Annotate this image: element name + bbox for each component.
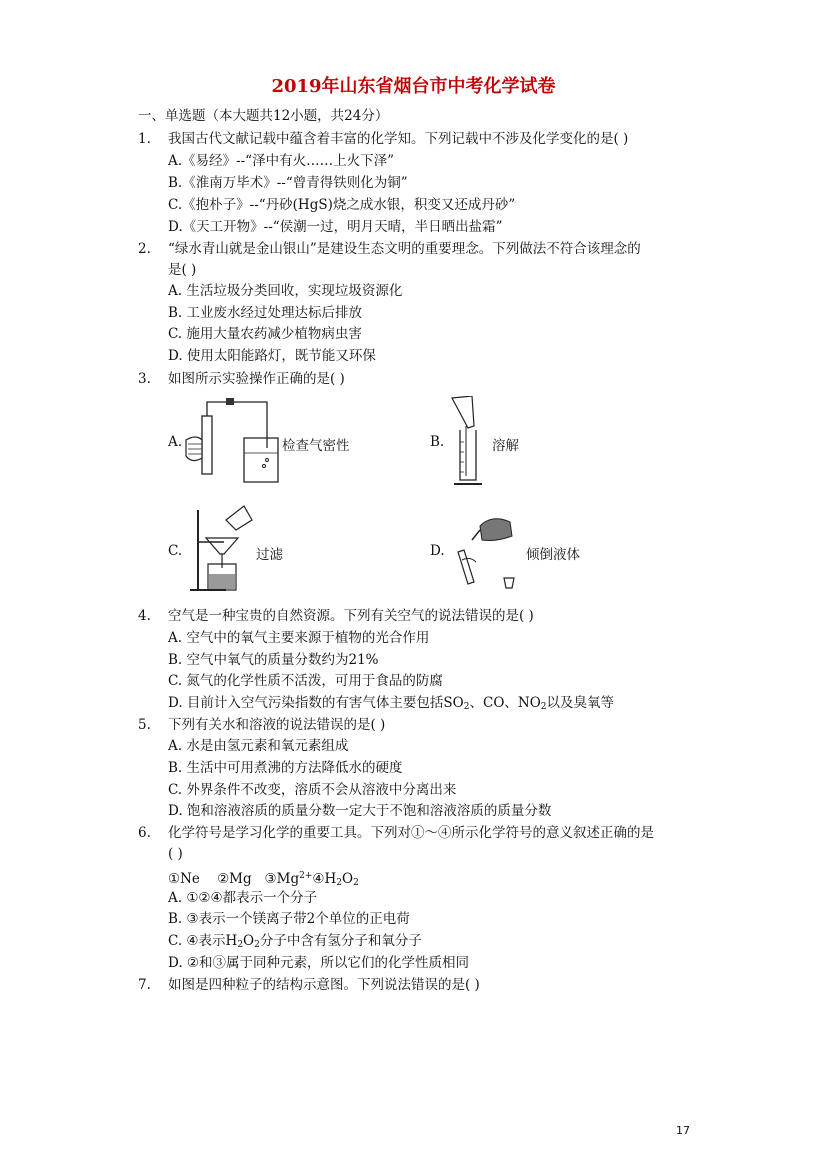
- q1-option-d: D.《天工开物》--“侯潮一过，明月天晴，半日晒出盐霜”: [168, 219, 503, 235]
- q6-number: 6.: [138, 825, 151, 841]
- q5-text: 下列有关水和溶液的说法错误的是( ): [168, 717, 386, 733]
- q7-number: 7.: [138, 977, 151, 993]
- q4-option-b: B. 空气中氧气的质量分数约为21%: [168, 652, 379, 668]
- q5-option-a: A. 水是由氢元素和氧元素组成: [168, 738, 349, 754]
- q6-option-a: A. ①②④都表示一个分子: [168, 890, 318, 906]
- q4-text: 空气是一种宝贵的自然资源。下列有关空气的说法错误的是( ): [168, 608, 534, 624]
- q6-option-c-o: O: [243, 933, 255, 949]
- q3-option-d-letter: D.: [430, 543, 445, 559]
- q4-option-a: A. 空气中的氧气主要来源于植物的光合作用: [168, 630, 430, 646]
- q6-symbol-3: ③Mg: [264, 871, 300, 887]
- q2-option-c: C. 施用大量农药减少植物病虫害: [168, 326, 362, 342]
- q6-option-c-part1: C. ④表示H: [168, 933, 238, 949]
- section-heading: 一、单选题（本大题共12小题，共24分）: [138, 108, 389, 124]
- q6-option-c-sub1: 2: [237, 940, 244, 950]
- q1-text: 我国古代文献记载中蕴含着丰富的化学知。下列记载中不涉及化学变化的是( ): [168, 131, 629, 147]
- q6-symbol-1: ①Ne: [168, 871, 200, 887]
- q6-option-c: [168, 932, 422, 954]
- q4-option-d: [168, 694, 614, 716]
- q4-option-c: C. 氮气的化学性质不活泼，可用于食品的防腐: [168, 673, 443, 689]
- q6-option-b: B. ③表示一个镁离子带2个单位的正电荷: [168, 911, 410, 927]
- q3-text: 如图所示实验操作正确的是( ): [168, 371, 345, 387]
- q3-option-b-label: 溶解: [492, 438, 519, 454]
- q6-option-d: D. ②和③属于同种元素，所以它们的化学性质相同: [168, 955, 470, 971]
- q5-number: 5.: [138, 717, 151, 733]
- q6-symbol-3-charge: 2+: [299, 871, 313, 881]
- q2-text-line2: 是( ): [168, 262, 197, 278]
- q5-option-b: B. 生活中可用煮沸的方法降低水的硬度: [168, 760, 403, 776]
- q6-symbol-4-sub2: 2: [353, 878, 359, 888]
- q4-number: 4.: [138, 608, 151, 624]
- q3-option-b-letter: B.: [430, 434, 445, 450]
- q3-option-a-label: 检查气密性: [282, 438, 350, 454]
- q4-option-d-sub2: 2: [540, 702, 547, 712]
- q1-option-a: A.《易经》--“泽中有火……上火下泽”: [168, 153, 394, 169]
- page-number: 17: [676, 1124, 690, 1137]
- q6-text-line2: ( ): [168, 846, 183, 862]
- q3-number: 3.: [138, 371, 151, 387]
- q6-option-c-part2: 分子中含有氢分子和氧分子: [259, 933, 422, 949]
- airtightness-check-figure: [182, 398, 282, 488]
- q6-symbol-4: ④H: [312, 871, 337, 887]
- q6-symbol-4-sub1: 2: [336, 878, 343, 888]
- q2-text-line1: “绿水青山就是金山银山”是建设生态文明的重要理念。下列做法不符合该理念的: [168, 241, 641, 257]
- q3-option-d-label: 倾倒液体: [526, 547, 580, 563]
- q2-number: 2.: [138, 241, 151, 257]
- q7-text: 如图是四种粒子的结构示意图。下列说法错误的是( ): [168, 977, 480, 993]
- q2-option-d: D. 使用太阳能路灯，既节能又环保: [168, 348, 376, 364]
- q4-option-d-part2: 、CO、NO: [469, 695, 541, 711]
- q4-option-d-sub1: 2: [463, 702, 470, 712]
- q2-option-a: A. 生活垃圾分类回收，实现垃圾资源化: [168, 283, 403, 299]
- q2-option-b: B. 工业废水经过处理达标后排放: [168, 305, 363, 321]
- q5-option-c: C. 外界条件不改变，溶质不会从溶液中分离出来: [168, 782, 457, 798]
- cylinder-dissolving-figure: [448, 396, 488, 488]
- q1-option-b: B.《淮南万毕术》--“曾青得铁则化为铜”: [168, 175, 408, 191]
- q6-option-c-sub2: 2: [254, 940, 260, 950]
- q6-symbol-2: ②Mg: [217, 871, 252, 887]
- q3-option-c-letter: C.: [168, 543, 183, 559]
- q1-option-c: C.《抱朴子》--“丹砂(HgS)烧之成水银，积变又还成丹砂”: [168, 197, 516, 213]
- exam-title: 2019年山东省烟台市中考化学试卷: [271, 76, 556, 97]
- pouring-liquid-figure: [450, 512, 520, 592]
- q5-option-d: D. 饱和溶液溶质的质量分数一定大于不饱和溶液溶质的质量分数: [168, 803, 552, 819]
- q3-option-c-label: 过滤: [256, 547, 283, 563]
- q6-text-line1: 化学符号是学习化学的重要工具。下列对①～④所示化学符号的意义叙述正确的是: [168, 825, 654, 841]
- q4-option-d-part3: 以及臭氧等: [546, 695, 614, 711]
- q1-number: 1.: [138, 131, 151, 147]
- q6-symbol-4-o: O: [342, 871, 354, 887]
- q3-option-a-letter: A.: [168, 434, 183, 450]
- filtration-figure: [186, 502, 256, 594]
- q4-option-d-part1: D. 目前计入空气污染指数的有害气体主要包括SO: [168, 695, 464, 711]
